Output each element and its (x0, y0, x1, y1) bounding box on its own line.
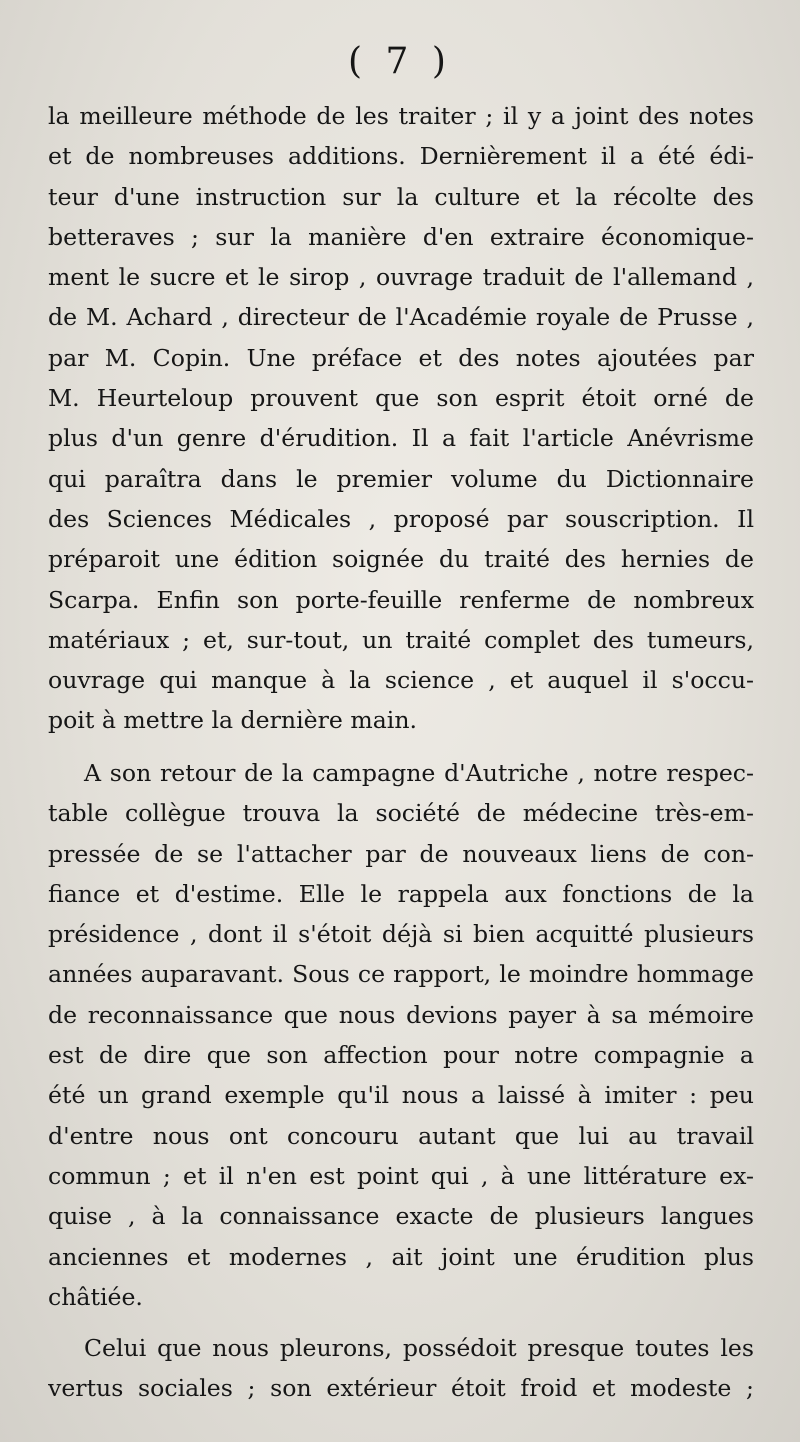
text-line: plus d'un genre d'érudition. Il a fait l'article Anévrisme (48, 424, 754, 453)
paragraph-2 (48, 753, 754, 1317)
text-line: A son retour de la campagne d'Autriche , notre respec- (84, 759, 754, 787)
text-line: été un grand exemple qu'il nous a laissé à imiter : peu (48, 1081, 754, 1110)
text-line: années auparavant. Sous ce rapport, le moindre hommage (48, 960, 754, 989)
text-line: M. Heurteloup prouvent que son esprit étoit orné de (48, 384, 754, 413)
text-line: anciennes et modernes , ait joint une érudition plus (48, 1242, 754, 1271)
text-line: qui paraîtra dans le premier volume du Dictionnaire (48, 464, 754, 493)
paragraph-3 (48, 1328, 754, 1409)
text-line: quise , à la connaissance exacte de plusieurs langues (48, 1202, 754, 1231)
text-line: Scarpa. Enfin son porte-feuille renferme de nombreux (48, 585, 754, 614)
text-line: table collègue trouva la société de médecine très-em- (48, 799, 754, 828)
text-line: châtiée. (48, 1282, 143, 1311)
text-line: betteraves ; sur la manière d'en extraire économique- (48, 222, 754, 251)
text-line: présidence , dont il s'étoit déjà si bien acquitté plusieurs (48, 920, 754, 949)
text-line: des Sciences Médicales , proposé par souscription. Il (48, 504, 754, 533)
text-line: matériaux ; et, sur-tout, un traité complet des tumeurs, (48, 625, 754, 654)
text-line: ouvrage qui manque à la science , et auquel il s'occu- (48, 666, 754, 695)
paragraph-1 (48, 96, 754, 741)
text-line: ment le sucre et le sirop , ouvrage traduit de l'allemand , (48, 263, 754, 292)
text-line: pressée de se l'attacher par de nouveaux liens de con- (48, 839, 754, 868)
text-line: par M. Copin. Une préface et des notes ajoutées par (48, 343, 754, 372)
text-line: d'entre nous ont concouru autant que lui au travail (48, 1121, 754, 1150)
text-line: et de nombreuses additions. Dernièrement il a été édi- (48, 142, 754, 171)
text-line: de reconnaissance que nous devions payer à sa mémoire (48, 1000, 754, 1029)
text-line: vertus sociales ; son extérieur étoit froid et modeste ; (48, 1374, 754, 1403)
text-line: de M. Achard , directeur de l'Académie royale de Prusse , (48, 303, 754, 332)
text-line: poit à mettre la dernière main. (48, 706, 418, 735)
text-line: la meilleure méthode de les traiter ; il y a joint des notes (48, 102, 754, 130)
text-line: préparoit une édition soignée du traité des hernies de (48, 545, 754, 574)
text-line: Celui que nous pleurons, possédoit presque toutes les (84, 1334, 754, 1362)
text-line: teur d'une instruction sur la culture et la récolte des (48, 182, 754, 211)
text-line: commun ; et il n'en est point qui , à une littérature ex- (48, 1161, 754, 1190)
text-line: fiance et d'estime. Elle le rappela aux fonctions de la (48, 879, 754, 908)
page-number: ( 7 ) (348, 41, 452, 82)
text-line: est de dire que son affection pour notre compagnie a (48, 1041, 754, 1070)
